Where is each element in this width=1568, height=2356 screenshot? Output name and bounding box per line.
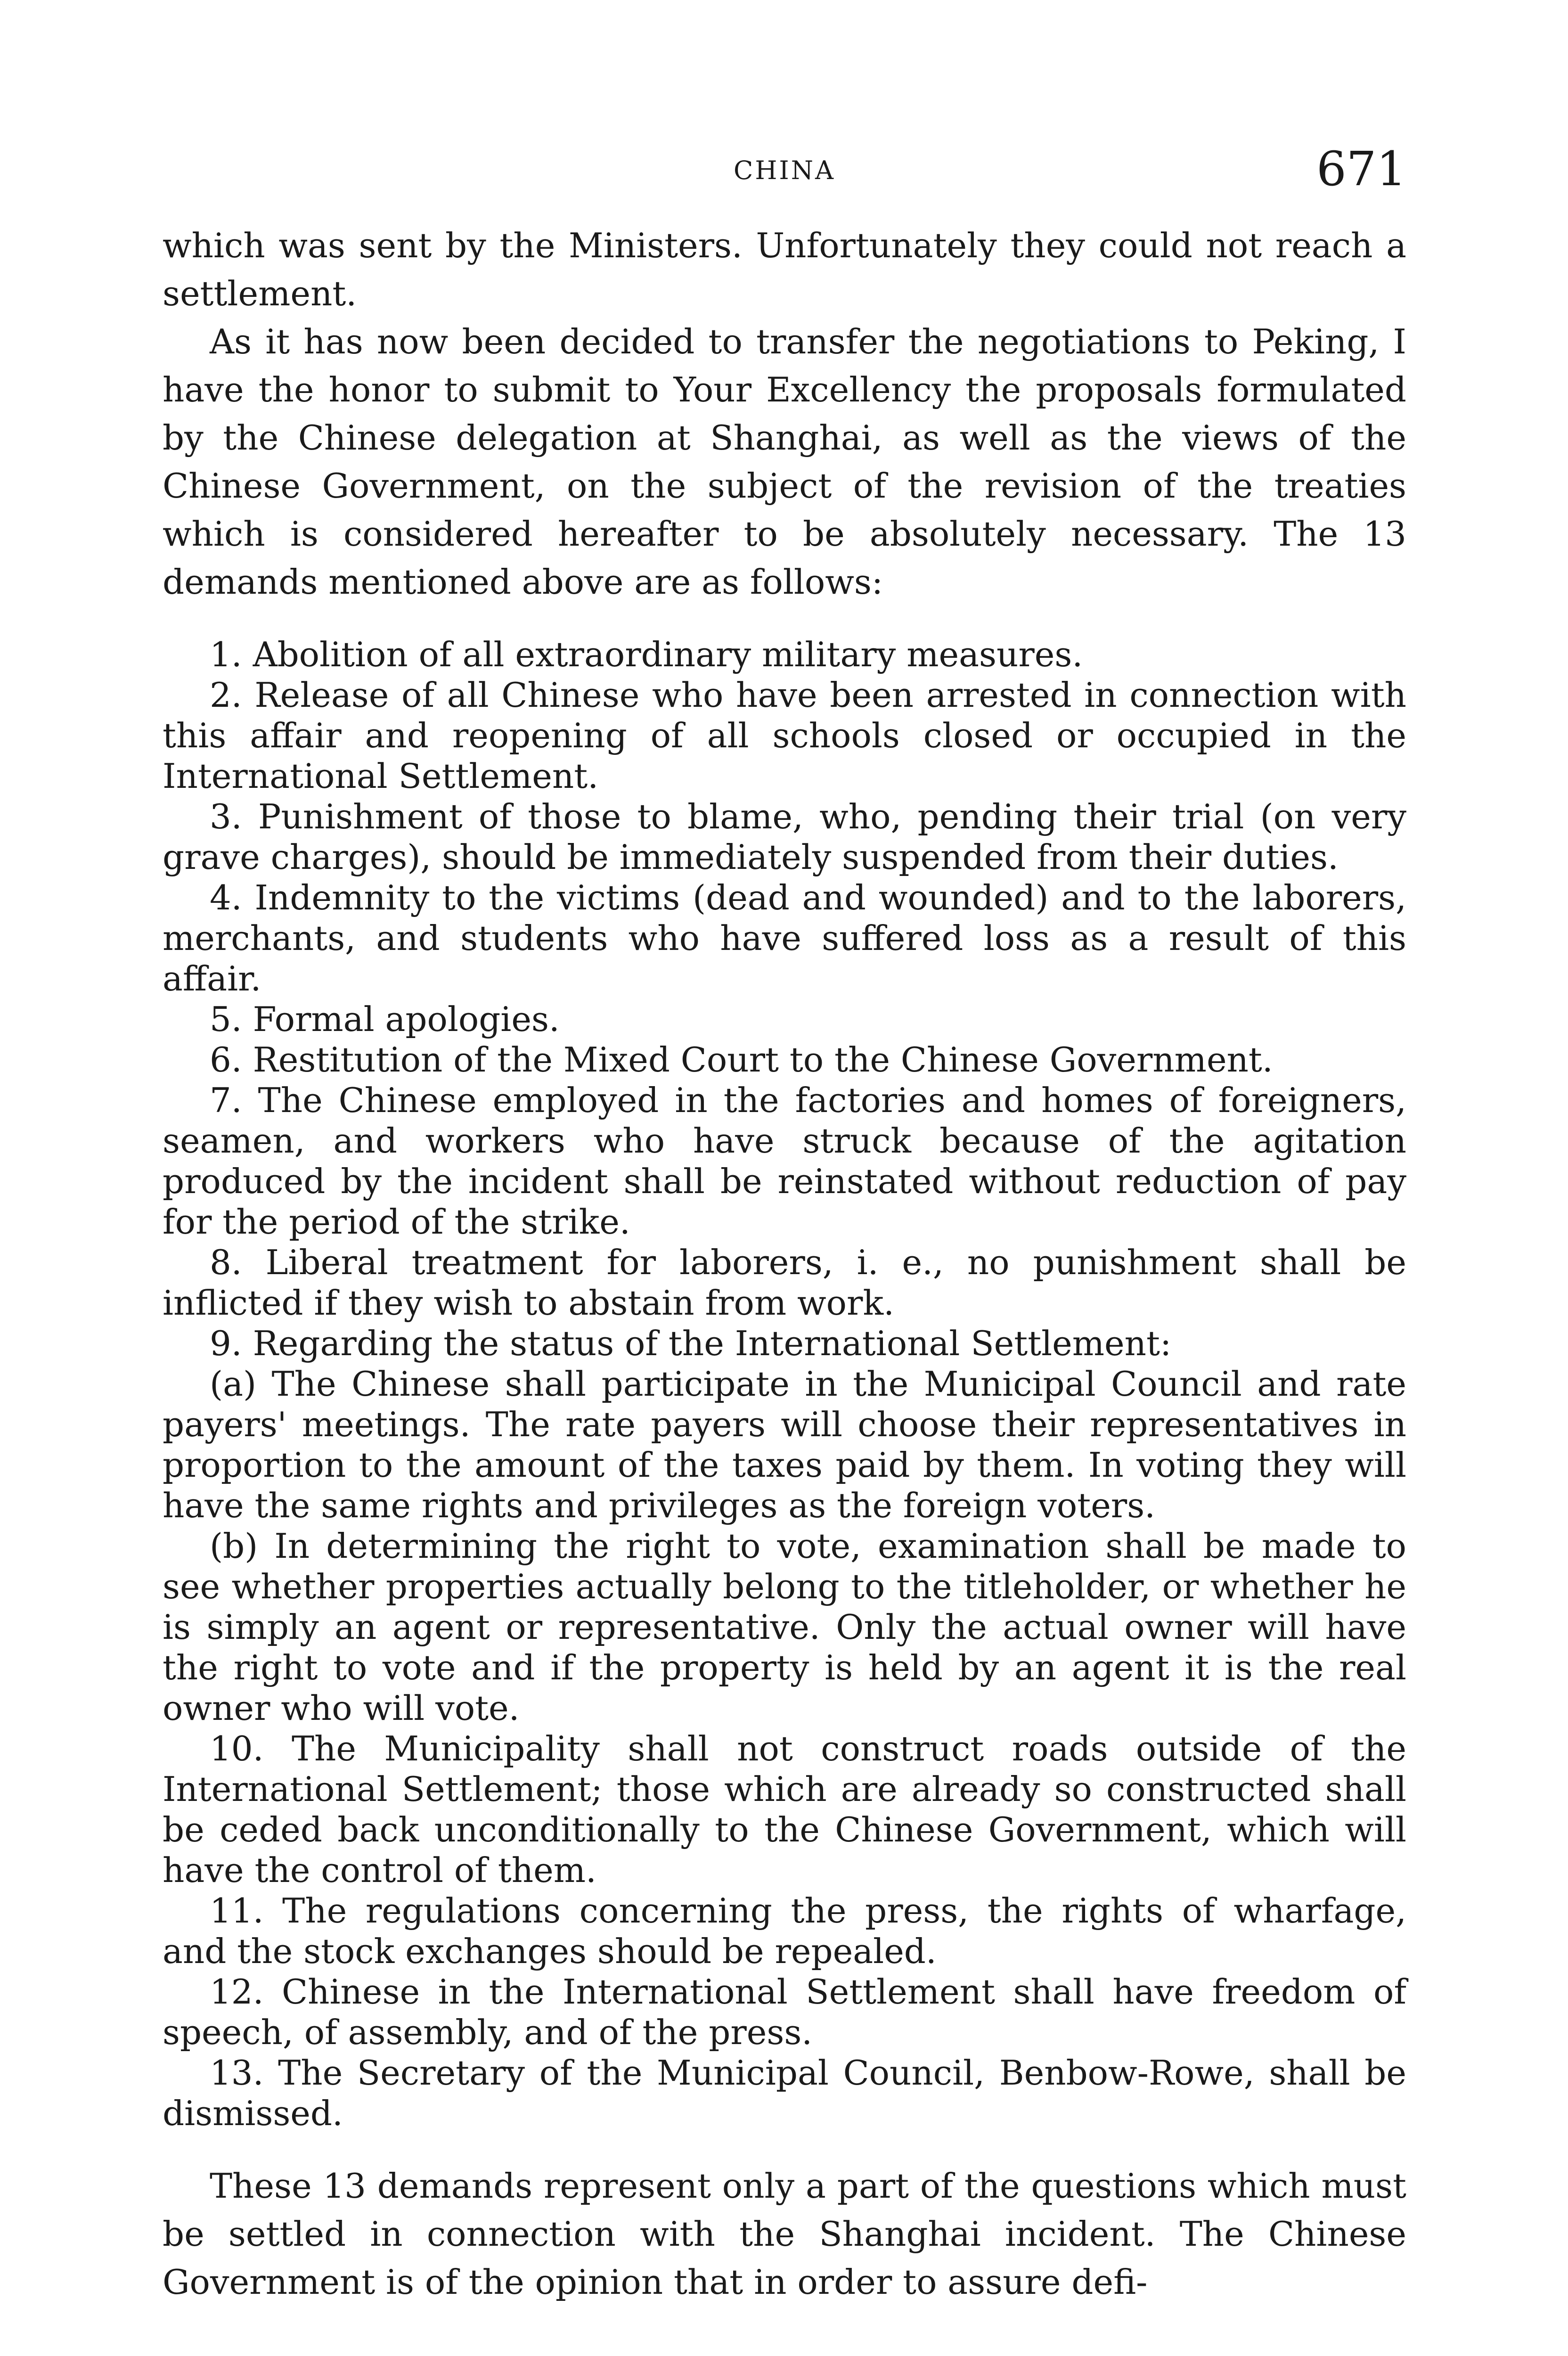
demand-item-11: 11. The regulations concerning the press, the rights of wharfage, and the stock exchanges should be repealed. [163,1891,1406,1971]
demand-item-10: 10. The Municipality shall not construct roads outside of the International Settlement; those which are already so constructed shall be ceded back unconditionally to the Chinese Government, which will have the control of them. [163,1729,1406,1890]
paragraph-continuation: which was sent by the Ministers. Unfortunately they could not reach a settlement. [163,226,1406,313]
demand-item-4: 4. Indemnity to the victims (dead and wounded) and to the laborers, merchants, and students who have suffered loss as a result of this affair. [163,878,1406,998]
demand-item-6: 6. Restitution of the Mixed Court to the Chinese Government. [210,1040,1273,1080]
paragraph-closing: These 13 demands represent only a part of the questions which must be settled in connection with the Shanghai incident. The Chinese Government is of the opinion that in order to assure defi- [163,2166,1406,2302]
demand-item-3: 3. Punishment of those to blame, who, pending their trial (on very grave charges), should be immediately suspended from their duties. [163,797,1406,877]
page-number: 671 [1316,141,1406,196]
paragraph-proposals: As it has now been decided to transfer the negotiations to Peking, I have the honor to submit to Your Excellency the proposals formulated by the Chinese delegation at Shanghai, as well as the views of the Chinese Government, on the subject of the revision of the treaties which is considered hereafter to be absolutely necessary. The 13 demands mentioned above are as follows: [163,322,1406,602]
demand-item-7: 7. The Chinese employed in the factories and homes of foreigners, seamen, and workers who have struck because of the agitation produced by the incident shall be reinstated without reduction of pay for the period of the strike. [163,1080,1406,1242]
demands-list [163,634,1406,2134]
demand-item-9b: (b) In determining the right to vote, examination shall be made to see whether properties actually belong to the titleholder, or whether he is simply an agent or representative. Only the actual owner will have the right to vote and if the property is held by an agent it is the real owner who will vote. [163,1526,1406,1728]
demand-item-9a: (a) The Chinese shall participate in the Municipal Council and rate payers' meetings. The rate payers will choose their representatives in proportion to the amount of the taxes paid by them. In voting they will have the same rights and privileges as the foreign voters. [163,1364,1406,1525]
demand-item-13: 13. The Secretary of the Municipal Council, Benbow-Rowe, shall be dismissed. [163,2053,1406,2133]
demand-item-5: 5. Formal apologies. [210,999,560,1039]
demand-item-2: 2. Release of all Chinese who have been arrested in connection with this affair and reopening of all schools closed or occupied in the International Settlement. [163,675,1406,796]
demand-item-8: 8. Liberal treatment for laborers, i. e., no punishment shall be inflicted if they wish to abstain from work. [163,1243,1406,1323]
demand-item-12: 12. Chinese in the International Settlement shall have freedom of speech, of assembly, and of the press. [163,1972,1406,2052]
demand-item-9: 9. Regarding the status of the International Settlement: [210,1324,1172,1363]
document-page [163,141,1406,2306]
running-head [163,141,1406,203]
demand-item-1: 1. Abolition of all extraordinary military measures. [210,635,1083,674]
running-title: CHINA [734,155,835,185]
